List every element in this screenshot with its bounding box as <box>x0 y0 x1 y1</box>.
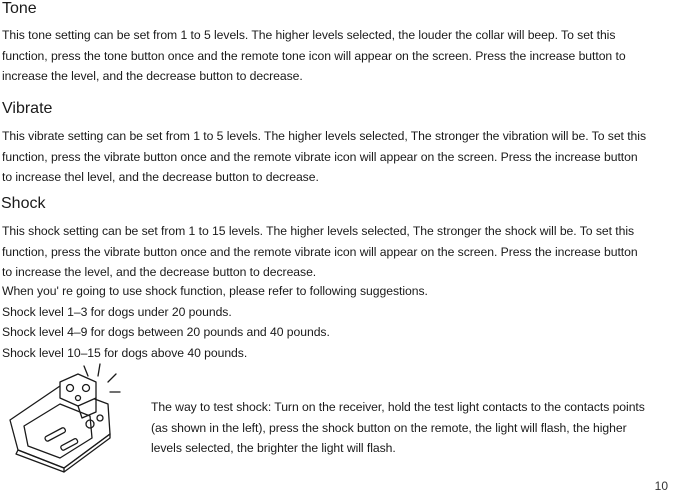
tone-heading: Tone <box>2 0 37 17</box>
suggestion-item: Shock level 1–3 for dogs under 20 pounds. <box>2 304 232 319</box>
vibrate-line: This vibrate setting can be set from 1 to 5 levels. The higher levels selected, The stronger the vibration will be. To set this <box>2 129 646 143</box>
tone-line: This tone setting can be set from 1 to 5 levels. The higher levels selected, the louder the collar will beep. To set this <box>2 28 616 42</box>
receiver-test-light-icon <box>4 360 132 478</box>
test-line: levels selected, the brighter the light will flash. <box>151 441 396 455</box>
vibrate-heading: Vibrate <box>2 100 53 117</box>
tone-line: increase the level, and the decrease button to decrease. <box>2 69 303 83</box>
tone-description <box>2 25 626 87</box>
vibrate-line: function, press the vibrate button once and the remote vibrate icon will appear on the screen. Press the increase button <box>2 149 638 164</box>
shock-heading: Shock <box>1 195 46 212</box>
shock-line: to increase the level, and the decrease button to decrease. <box>2 265 317 279</box>
shock-description <box>2 221 638 283</box>
suggestion-item: Shock level 10–15 for dogs above 40 pounds. <box>2 345 248 360</box>
suggestion-intro: When you' re going to use shock function, please refer to following suggestions. <box>2 284 428 298</box>
page-number: 10 <box>654 479 668 493</box>
test-line: (as shown in the left), press the shock button on the remote, the light will flash, the higher <box>151 420 627 435</box>
tone-line: function, press the tone button once and the remote tone icon will appear on the screen. Press the increase button to <box>2 48 626 63</box>
shock-suggestions <box>2 281 428 363</box>
suggestion-item: Shock level 4–9 for dogs between 20 pounds and 40 pounds. <box>2 325 330 339</box>
test-shock-instructions <box>151 397 645 459</box>
vibrate-description <box>2 126 646 188</box>
shock-line: function, press the vibrate button once and the remote vibrate icon will appear on the screen. Press the increase button <box>2 244 638 259</box>
vibrate-line: to increase thel level, and the decrease button to decrease. <box>2 170 319 184</box>
test-line: The way to test shock: Turn on the receiver, hold the test light contacts to the contacts points <box>151 400 645 414</box>
shock-line: This shock setting can be set from 1 to 15 levels. The higher levels selected, The stronger the shock will be. To set this <box>2 224 635 238</box>
